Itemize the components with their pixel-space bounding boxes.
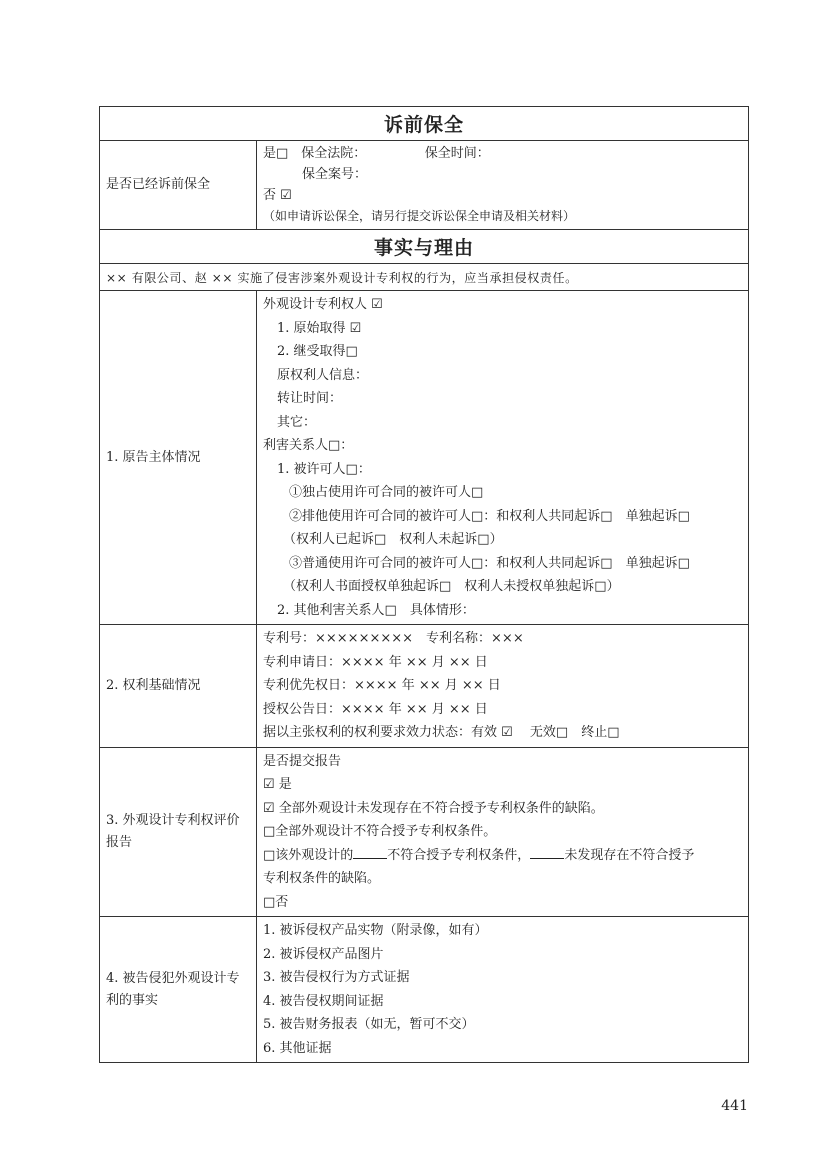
plaintiff-row bbox=[100, 291, 749, 625]
evaluation-line: □全部外观设计不符合授予专利权条件。 bbox=[263, 824, 497, 839]
preservation-line: 是□ 保全法院： 保全时间： bbox=[263, 146, 490, 161]
rights-basis-line: 授权公告日：×××× 年 ×× 月 ×× 日 bbox=[263, 701, 488, 717]
plaintiff-line: ①独占使用许可合同的被许可人□ bbox=[289, 485, 484, 500]
evaluation-line: 是否提交报告 bbox=[263, 753, 342, 769]
preservation-note: （如申请诉讼保全，请另行提交诉讼保全申请及相关材料） bbox=[263, 209, 576, 223]
evaluation-line: □否 bbox=[263, 894, 289, 910]
preservation-line: 否 ☑ bbox=[263, 188, 292, 203]
plaintiff-line: ②排他使用许可合同的被许可人□：和权利人共同起诉□ 单独起诉□ bbox=[289, 508, 690, 524]
evaluation-line: ☑ 全部外观设计未发现存在不符合授予专利权条件的缺陷。 bbox=[263, 800, 604, 816]
rights-basis-line: 专利优先权日：×××× 年 ×× 月 ×× 日 bbox=[263, 678, 501, 693]
plaintiff-line: （权利人书面授权单独起诉□ 权利人未授权单独起诉□） bbox=[283, 579, 620, 594]
infringement-facts-row bbox=[100, 917, 749, 1063]
evaluation-text: □该外观设计的 bbox=[263, 847, 354, 863]
evaluation-report-content bbox=[257, 747, 749, 917]
row-label-preservation: 是否已经诉前保全 bbox=[100, 141, 257, 230]
preservation-row bbox=[100, 141, 749, 230]
evidence-item: 1. 被诉侵权产品实物（附录像，如有） bbox=[263, 923, 488, 938]
plaintiff-line: 外观设计专利权人 ☑ bbox=[263, 297, 383, 312]
preservation-line: 保全案号： bbox=[263, 167, 368, 182]
evidence-item: 3. 被告侵权行为方式证据 bbox=[263, 970, 410, 985]
evaluation-text: 不符合授予专利权条件， bbox=[387, 847, 531, 863]
row-label-plaintiff: 1. 原告主体情况 bbox=[100, 291, 257, 625]
evidence-item: 5. 被告财务报表（如无，暂可不交） bbox=[263, 1017, 475, 1032]
section-title-facts: 事实与理由 bbox=[100, 230, 749, 264]
plaintiff-line: 1. 被许可人□： bbox=[277, 461, 371, 477]
plaintiff-line: 利害关系人□： bbox=[263, 438, 354, 453]
plaintiff-line: 转让时间： bbox=[277, 391, 343, 406]
plaintiff-line: 2. 其他利害关系人□ 具体情形： bbox=[277, 602, 475, 618]
plaintiff-line: 原权利人信息： bbox=[277, 367, 369, 383]
row-label-infringement-facts: 4. 被告侵犯外观设计专利的事实 bbox=[100, 917, 257, 1063]
rights-basis-content bbox=[257, 625, 749, 748]
plaintiff-line: （权利人已起诉□ 权利人未起诉□） bbox=[283, 532, 503, 547]
rights-basis-line: 据以主张权利的权利要求效力状态：有效 ☑ 无效□ 终止□ bbox=[263, 725, 620, 740]
facts-statement-row bbox=[100, 264, 749, 291]
row-label-evaluation-report: 3. 外观设计专利权评价报告 bbox=[100, 747, 257, 917]
rights-basis-line: 专利申请日：×××× 年 ×× 月 ×× 日 bbox=[263, 654, 488, 670]
evaluation-report-row bbox=[100, 747, 749, 917]
plaintiff-line: ③普通使用许可合同的被许可人□：和权利人共同起诉□ 单独起诉□ bbox=[289, 555, 690, 571]
evaluation-line: 专利权条件的缺陷。 bbox=[263, 871, 381, 886]
plaintiff-line: 2. 继受取得□ bbox=[277, 344, 358, 359]
section-title-preservation: 诉前保全 bbox=[100, 107, 749, 141]
facts-statement: ×× 有限公司、赵 ×× 实施了侵害涉案外观设计专利权的行为，应当承担侵权责任。 bbox=[100, 264, 749, 291]
plaintiff-content bbox=[257, 291, 749, 625]
fill-in-blank bbox=[353, 846, 387, 859]
infringement-facts-content bbox=[257, 917, 749, 1063]
complaint-form-table bbox=[99, 106, 749, 1063]
preservation-content bbox=[257, 141, 749, 230]
evidence-item: 4. 被告侵权期间证据 bbox=[263, 993, 384, 1009]
row-label-rights-basis: 2. 权利基础情况 bbox=[100, 625, 257, 748]
rights-basis-row bbox=[100, 625, 749, 748]
plaintiff-line: 1. 原始取得 ☑ bbox=[277, 320, 362, 336]
evidence-item: 6. 其他证据 bbox=[263, 1040, 332, 1056]
page-number: 441 bbox=[721, 1098, 748, 1114]
fill-in-blank bbox=[530, 846, 564, 859]
evidence-item: 2. 被诉侵权产品图片 bbox=[263, 946, 384, 962]
evaluation-text: 未发现存在不符合授予 bbox=[564, 847, 695, 863]
plaintiff-line: 其它： bbox=[277, 414, 317, 430]
section-header-row bbox=[100, 230, 749, 264]
evaluation-line-with-blanks bbox=[263, 844, 742, 868]
rights-basis-line: 专利号：××××××××× 专利名称：××× bbox=[263, 631, 524, 646]
evaluation-line: ☑ 是 bbox=[263, 777, 292, 792]
section-header-row bbox=[100, 107, 749, 141]
